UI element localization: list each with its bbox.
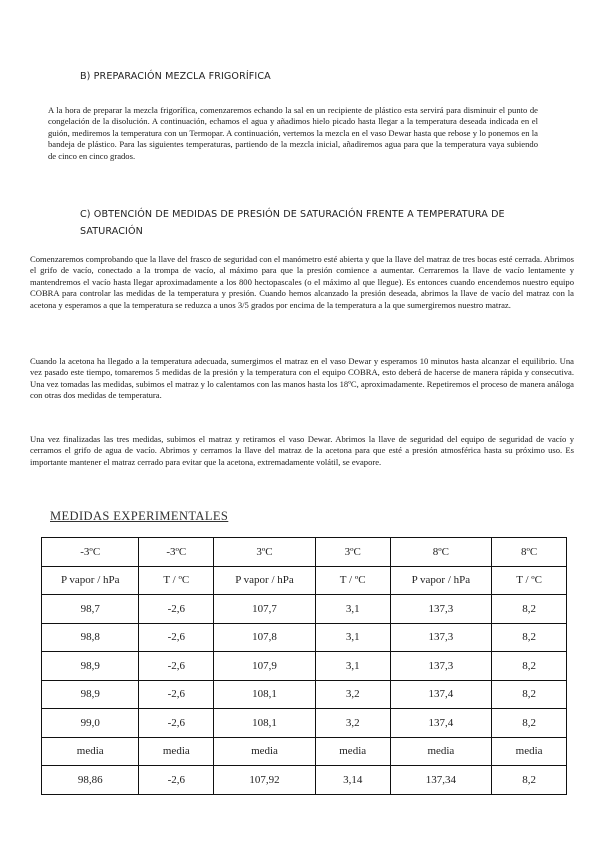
- table-cell: media: [492, 737, 567, 766]
- table-row: [42, 538, 567, 567]
- table-cell: 3ºC: [214, 538, 316, 567]
- table-cell: 98,8: [42, 623, 139, 652]
- section-b-paragraph: A la hora de preparar la mezcla frigorífica, comenzaremos echando la sal en un recipiente de plástico esta servirá para disminuir el punto de congelación de la disolución. A continuación, echamos el agua y añadimos hielo picado hasta llegar a la temperatura deseada indicada en el guión, mediremos la temperatura con un Termopar. A continuación, vertemos la mezcla en el vaso Dewar hasta que rebose y lo ponemos en la bandeja de plástico. Para las siguientes temperaturas, partiendo de la mezcla inicial, añadiremos agua para que la temperatura vaya subiendo de cinco en cinco grados.: [48, 105, 538, 161]
- table-cell: 107,9: [214, 652, 316, 681]
- table-cell: 8,2: [492, 595, 567, 624]
- table-cell: -2,6: [139, 680, 214, 709]
- table-cell: 3ºC: [315, 538, 390, 567]
- table-cell: 137,3: [390, 652, 492, 681]
- table-cell: media: [390, 737, 492, 766]
- table-cell: 137,4: [390, 709, 492, 738]
- table-cell: 3,14: [315, 766, 390, 795]
- table-row: [42, 709, 567, 738]
- table-row: [42, 737, 567, 766]
- table-cell: 98,86: [42, 766, 139, 795]
- table-cell: 8ºC: [492, 538, 567, 567]
- table-row: [42, 652, 567, 681]
- table-cell: 108,1: [214, 680, 316, 709]
- table-cell: 3,2: [315, 709, 390, 738]
- table-cell: 8,2: [492, 766, 567, 795]
- table-cell: 3,1: [315, 623, 390, 652]
- section-c-paragraph-3: Una vez finalizadas las tres medidas, subimos el matraz y retiramos el vaso Dewar. Abrimos la llave de seguridad del equipo de seguridad de vacío y cerramos el grifo de agua de vacío. Abrimos y cerramos la llave del matraz de la acetona para que esté a presión atmosférica hasta su próximo uso. Es importante mantener el matraz cerrado para evitar que la acetona, extremadamente volátil, se evapore.: [30, 434, 574, 467]
- table-cell: 137,4: [390, 680, 492, 709]
- table-cell: P vapor / hPa: [42, 566, 139, 595]
- table-cell: T / ºC: [315, 566, 390, 595]
- table-cell: -2,6: [139, 652, 214, 681]
- table-cell: 3,1: [315, 652, 390, 681]
- table-cell: 8ºC: [390, 538, 492, 567]
- section-c-paragraph-2: Cuando la acetona ha llegado a la temperatura adecuada, sumergimos el matraz en el vaso Dewar y esperamos 10 minutos hasta alcanzar el equilibrio. Una vez pasado este tiempo, tomaremos 5 medidas de la presión y la temperatura con el equipo COBRA, esto deberá de hacerse de manera rápida y consecutiva. Una vez tomadas las medidas, subimos el matraz y lo calentamos con las manos hasta los 18ºC, aproximadamente. Repetiremos el proceso de manera análoga con otras dos medidas de temperatura.: [30, 356, 574, 401]
- table-cell: P vapor / hPa: [214, 566, 316, 595]
- table-cell: -2,6: [139, 623, 214, 652]
- section-c-paragraph-1: Comenzaremos comprobando que la llave del frasco de seguridad con el manómetro esté abierta y que la llave del matraz de tres bocas esté cerrada. Abrimos el grifo de vacío, conectado a la trompa de vacío, al máximo para que la presión comience a aumentar. Cerraremos la llave de vacío lentamente y mantendremos el vacío hasta llegar aproximadamente a los 800 hectopascales (o el máximo al que llegue). Es entonces cuando encendemos nuestro equipo COBRA para controlar las medidas de la temperatura y presión. Cuando hemos alcanzado la presión deseada, abrimos la llave de vacío del matraz con la acetona y esperamos a que la temperatura se reduzca a unos 3/5 grados por encima de la temperatura a la que sumergiremos nuestro matraz.: [30, 254, 574, 310]
- table-title: MEDIDAS EXPERIMENTALES: [50, 509, 229, 523]
- table-cell: 98,7: [42, 595, 139, 624]
- table-cell: P vapor / hPa: [390, 566, 492, 595]
- table-cell: 137,3: [390, 595, 492, 624]
- table-cell: media: [42, 737, 139, 766]
- table-cell: T / ºC: [139, 566, 214, 595]
- table-row: [42, 623, 567, 652]
- measurements-table: [41, 537, 567, 795]
- table-row: [42, 680, 567, 709]
- table-cell: media: [214, 737, 316, 766]
- table-cell: 108,1: [214, 709, 316, 738]
- table-cell: -2,6: [139, 595, 214, 624]
- table-cell: 98,9: [42, 680, 139, 709]
- section-c-heading: C) OBTENCIÓN DE MEDIDAS DE PRESIÓN DE SATURACIÓN FRENTE A TEMPERATURA DE SATURACIÓN: [80, 209, 505, 237]
- table-cell: 8,2: [492, 680, 567, 709]
- table-cell: 8,2: [492, 709, 567, 738]
- table-cell: 99,0: [42, 709, 139, 738]
- table-cell: T / ºC: [492, 566, 567, 595]
- table-cell: 3,1: [315, 595, 390, 624]
- table-cell: 8,2: [492, 623, 567, 652]
- table-cell: -2,6: [139, 709, 214, 738]
- table-row: [42, 766, 567, 795]
- table-cell: -3ºC: [139, 538, 214, 567]
- table-cell: media: [139, 737, 214, 766]
- table-cell: 137,3: [390, 623, 492, 652]
- table-cell: 107,8: [214, 623, 316, 652]
- table-cell: 3,2: [315, 680, 390, 709]
- table-row: [42, 595, 567, 624]
- table-row: [42, 566, 567, 595]
- table-cell: media: [315, 737, 390, 766]
- table-cell: 8,2: [492, 652, 567, 681]
- table-cell: 107,92: [214, 766, 316, 795]
- table-cell: 98,9: [42, 652, 139, 681]
- table-cell: -3ºC: [42, 538, 139, 567]
- table-cell: -2,6: [139, 766, 214, 795]
- table-cell: 107,7: [214, 595, 316, 624]
- section-b-heading: B) PREPARACIÓN MEZCLA FRIGORÍFICA: [80, 71, 271, 82]
- table-cell: 137,34: [390, 766, 492, 795]
